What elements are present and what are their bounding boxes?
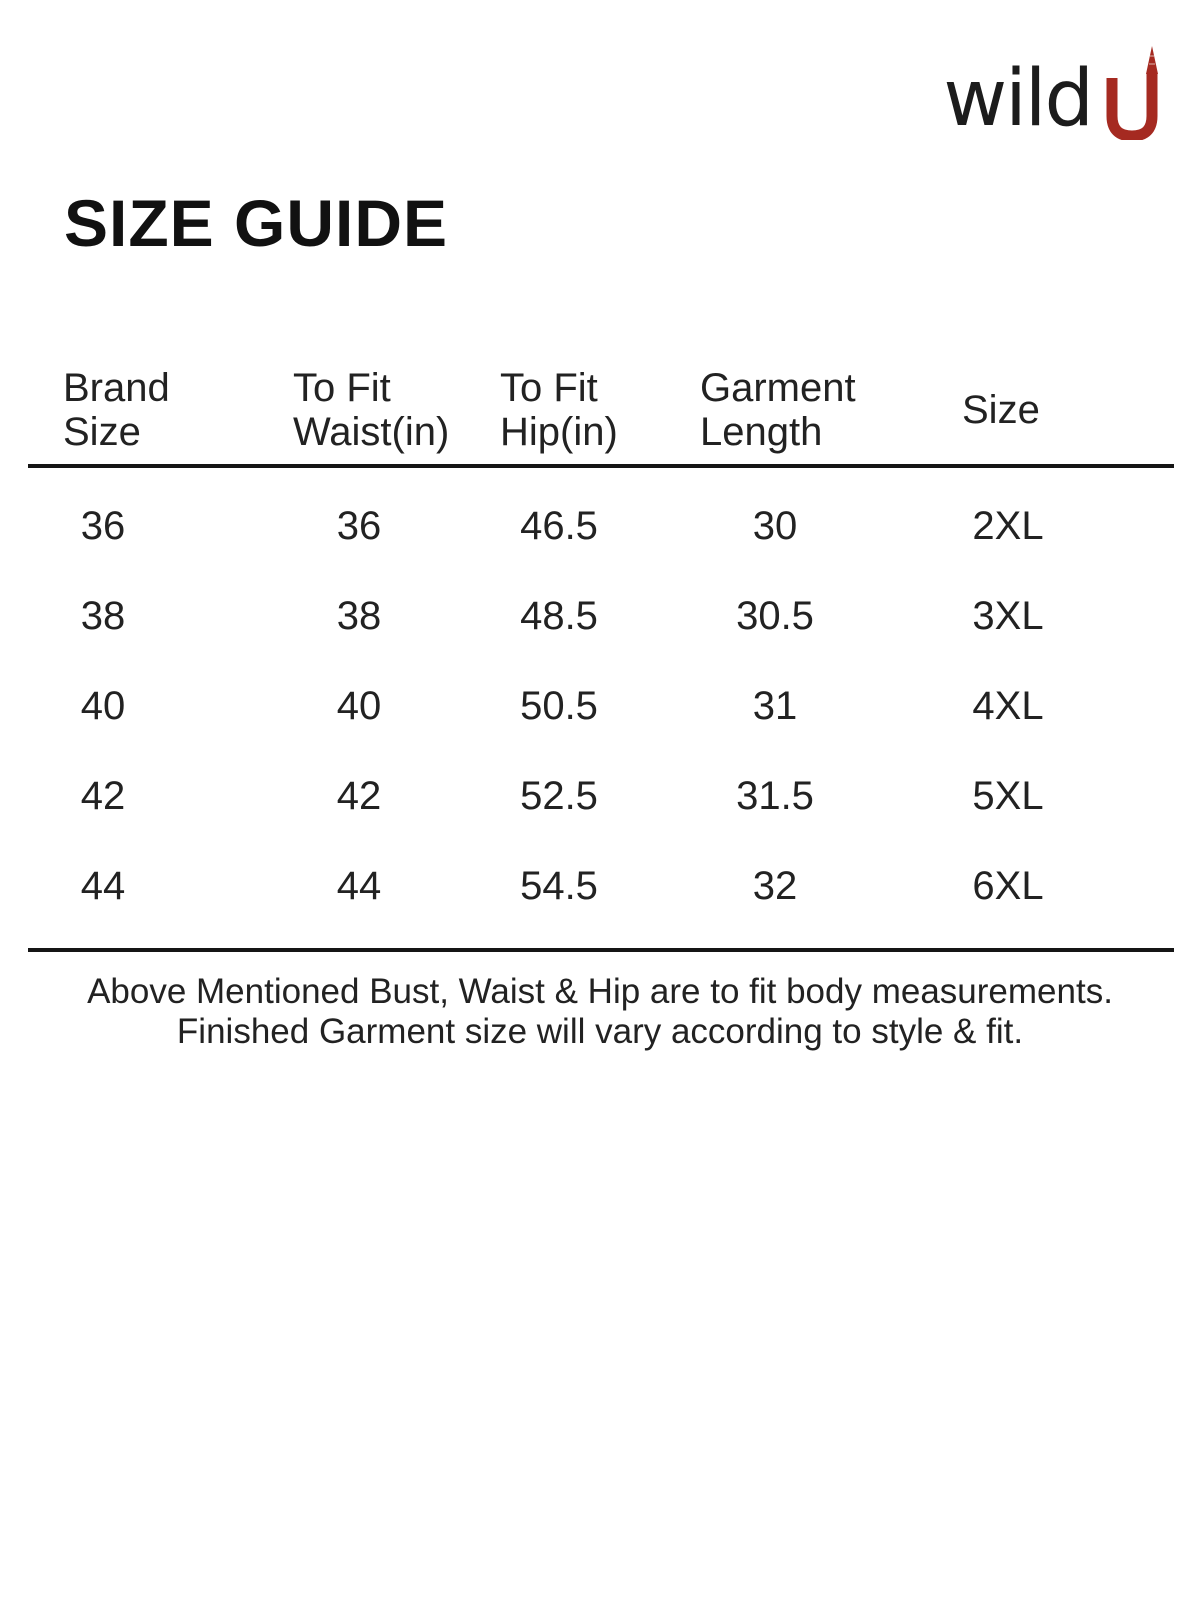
table-header (28, 366, 1174, 456)
cell-size: 4XL (972, 684, 1044, 728)
cell-waist: 42 (336, 774, 382, 818)
cell-waist: 44 (336, 864, 382, 908)
cell-hip: 48.5 (520, 594, 598, 638)
cell-brand-size: 40 (80, 684, 126, 728)
page-title: SIZE GUIDE (64, 186, 449, 260)
table-row (28, 488, 1174, 578)
cell-size: 6XL (972, 864, 1044, 908)
cell-brand-size: 38 (80, 594, 126, 638)
table-row (28, 668, 1174, 758)
brand-u-mark-icon (1106, 44, 1158, 140)
header-brand-size: Brand Size (63, 366, 170, 454)
fit-note-line-2: Finished Garment size will vary according to style & fit. (176, 1012, 1024, 1051)
table-row (28, 758, 1174, 848)
fit-note-line-1: Above Mentioned Bust, Waist & Hip are to fit body measurements. (87, 972, 1113, 1011)
cell-length: 30.5 (736, 594, 814, 638)
size-table (28, 366, 1174, 952)
table-body (28, 468, 1174, 938)
brand-logo (943, 40, 1158, 144)
cell-length: 31.5 (736, 774, 814, 818)
table-row (28, 578, 1174, 668)
cell-waist: 40 (336, 684, 382, 728)
cell-hip: 50.5 (520, 684, 598, 728)
cell-brand-size: 36 (80, 504, 126, 548)
cell-hip: 46.5 (520, 504, 598, 548)
cell-size: 3XL (972, 594, 1044, 638)
cell-size: 2XL (972, 504, 1044, 548)
cell-waist: 38 (336, 594, 382, 638)
cell-size: 5XL (972, 774, 1044, 818)
cell-brand-size: 42 (80, 774, 126, 818)
footer-divider (28, 948, 1174, 952)
cell-hip: 54.5 (520, 864, 598, 908)
header-garment-length: Garment Length (700, 366, 856, 454)
cell-length: 31 (752, 684, 798, 728)
cell-length: 30 (752, 504, 798, 548)
cell-length: 32 (752, 864, 798, 908)
fit-note (0, 972, 1200, 1052)
cell-waist: 36 (336, 504, 382, 548)
cell-brand-size: 44 (80, 864, 126, 908)
table-row (28, 848, 1174, 938)
brand-wordmark: wild (943, 54, 1092, 144)
cell-hip: 52.5 (520, 774, 598, 818)
header-waist: To Fit Waist(in) (293, 366, 450, 454)
header-size: Size (962, 388, 1040, 432)
header-hip: To Fit Hip(in) (500, 366, 618, 454)
